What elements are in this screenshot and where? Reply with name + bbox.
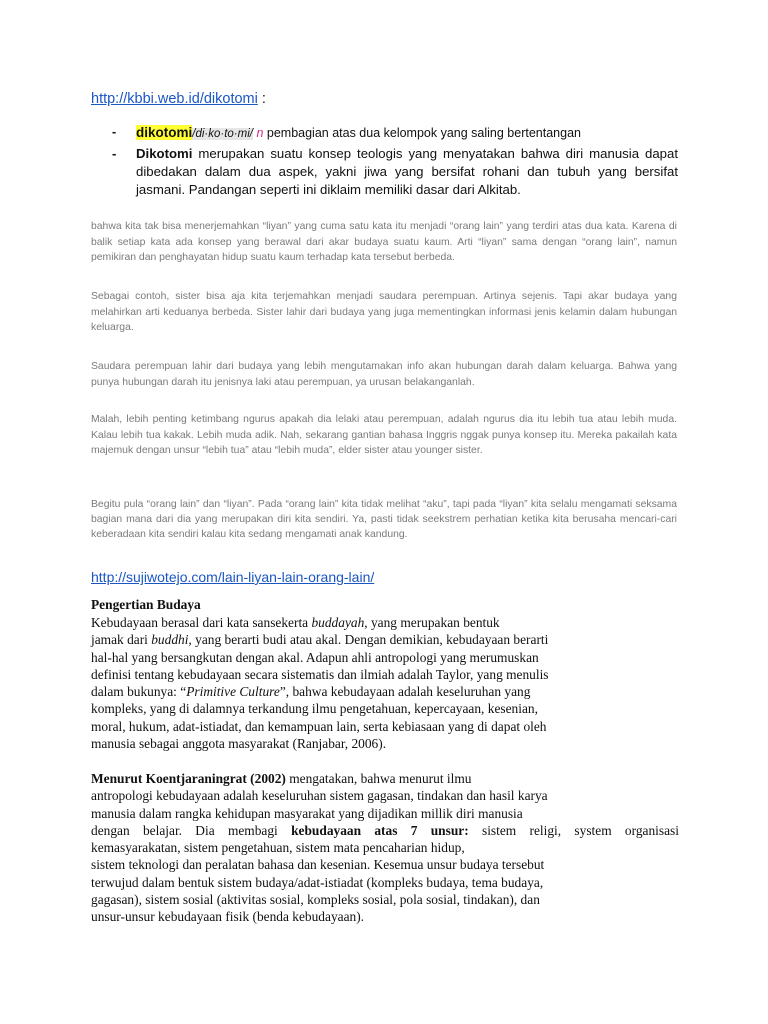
kbbi-link-line [91,91,266,107]
kbbi-link[interactable]: http://kbbi.web.id/dikotomi [91,91,258,107]
definition-item-theology [112,145,678,199]
definition-meaning: pembagian atas dua kelompok yang saling bertentangan [266,126,581,140]
text-line: moral, hukum, adat-istiadat, dan kemampuan lain, serta kebiasaan yang di dapat oleh [91,718,547,734]
text-line: dalam bukunya: “Primitive Culture”, bahwa kebudayaan adalah keseluruhan yang [91,684,531,700]
koentjaraningrat-block [91,770,679,926]
budaya-definition-block [91,614,549,752]
text-line: kompleks, yang di dalamnya terkandung ilmu pengetahuan, kepercayaan, kesenian, [91,701,538,717]
text-line: unsur-unsur kebudayaan fisik (benda kebudayaan). [91,909,365,925]
italic-term: buddhi, [151,632,192,648]
text-line: kemasyarakatan, sistem pengetahuan, sistem mata pencaharian hidup, [91,840,465,856]
text-line: gagasan), sistem sosial (aktivitas sosial, kompleks sosial, pola sosial, tindakan), dan [91,892,540,908]
text-line: Kebudayaan berasal dari kata sansekerta buddayah, yang merupakan bentuk [91,615,500,630]
author-citation: Menurut Koentjaraningrat (2002) [91,771,286,786]
part-of-speech: n [256,126,264,140]
text-line: sistem teknologi dan peralatan bahasa dan kesenian. Kesemua unsur budaya tersebut [91,857,545,873]
article-paragraph: Malah, lebih penting ketimbang ngurus apakah dia lelaki atau perempuan, adalah ngurus dia itu lebih tua atau lebih muda. Kalau lebih tua kakak. Lebih muda adik. Nah, sekarang gantian bahasa Inggris nggak punya konsep itu. Mereka pakailah kata majemuk dengan unsur “lebih tua” atau “lebih muda”, elder sister atau younger sister. [91,414,677,457]
definition-term: dikotomi [136,125,193,140]
text-line: manusia sebagai anggota masyarakat (Ranjabar, 2006). [91,736,387,752]
text-line: manusia dalam rangka kehidupan masyarakat yang dijadikan millik diri manusia [91,805,523,821]
definition-term: Dikotomi [136,146,193,161]
book-title: Primitive Culture [186,684,280,700]
italic-term: buddayah [311,615,365,630]
text-line: Menurut Koentjaraningrat (2002) mengatakan, bahwa menurut ilmu [91,771,472,786]
emphasis: kebudayaan atas 7 unsur: [291,822,469,838]
article-paragraph: Saudara perempuan lahir dari budaya yang lebih mengutamakan info akan hubungan darah dalam keluarga. Bahwa yang punya hubungan darah itu jenisnya laki atau perempuan, ya urusan belakanganlah. [91,361,677,388]
article-paragraph: Begitu pula “orang lain” dan “liyan”. Pada “orang lain” kita tidak melihat “aku”, tapi pada “liyan” kita selalu mengamati seksama bagian mana dari dia yang merupakan diri kita sendiri. Ya, pasti tidak seekstrem perhatian ketika kita berusaha mencari-cari keberadaan kita sendiri kalau kita sedang mengamati anak kandung. [91,499,677,540]
definition-item-kbbi [112,124,678,143]
article-paragraph: Sebagai contoh, sister bisa aja kita terjemahkan menjadi saudara perempuan. Artinya sejenis. Tapi akar budaya yang melahirkan arti keduanya berbeda. Sister lahir dari budaya yang juga mementingkan informasi jenis kelamin dalam hubungan keluarga. [91,291,677,334]
pronunciation: /di·ko·to·mi/ [192,128,253,140]
sujiwotejo-link-line [91,569,374,585]
article-paragraph: bahwa kita tak bisa menerjemahkan “liyan” yang cuma satu kata itu menjadi “orang lain” yang terdiri atas dua kata. Karena di balik setiap kata ada konsep yang berawal dari akar budaya suatu kaum. Arti “liyan” sama dengan “orang lain”, namun pemikiran dan penghayatan hidup suatu kaum terhadap kata tersebut berbeda. [91,221,677,264]
definition-text: merupakan suatu konsep teologis yang menyatakan bahwa diri manusia dapat dibedakan dalam dua aspek, yakni jiwa yang bersifat rohani dan tubuh yang bersifat jasmani. Pandangan seperti ini diklaim memiliki dasar dari Alkitab. [136,146,678,197]
section-heading: Pengertian Budaya [91,597,201,612]
text-line: antropologi kebudayaan adalah keseluruhan sistem gagasan, tindakan dan hasil karya [91,788,548,804]
sujiwotejo-link[interactable]: http://sujiwotejo.com/lain-liyan-lain-orang-lain/ [91,569,375,585]
text-line: terwujud dalam bentuk sistem budaya/adat-istiadat (kompleks budaya, tema budaya, [91,874,544,890]
text-line: hal-hal yang bersangkutan dengan akal. Adapun ahli antropologi yang merumuskan [91,649,539,665]
bullet-dash: - [112,125,117,139]
text-line: jamak dari buddhi, yang berarti budi atau akal. Dengan demikian, kebudayaan berarti [91,632,549,648]
definition-list [112,124,678,199]
text-line: dengan belajar. Dia membagi kebudayaan atas 7 unsur: sistem religi, system organisasi [91,822,679,838]
text-line: definisi tentang kebudayaan secara sistematis dan ilmiah adalah Taylor, yang menulis [91,666,549,682]
bullet-dash: - [112,146,117,161]
kbbi-link-separator: : [257,91,266,107]
